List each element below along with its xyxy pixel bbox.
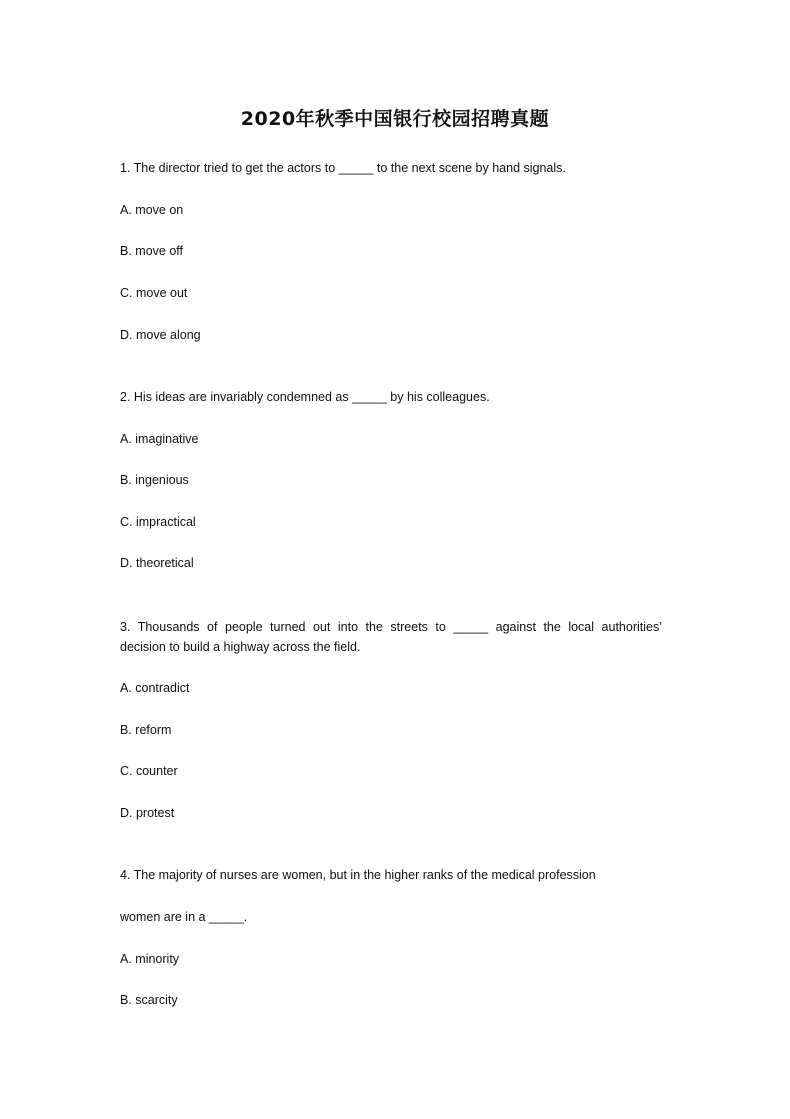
- question-1-option-b: B. move off: [120, 244, 183, 258]
- question-4-option-b: B. scarcity: [120, 993, 178, 1007]
- question-1-option-c: C. move out: [120, 286, 188, 300]
- question-1-option-d: D. move along: [120, 328, 201, 342]
- question-2-option-b: B. ingenious: [120, 473, 189, 487]
- question-1-stem: 1. The director tried to get the actors to _____ to the next scene by hand signals.: [120, 161, 566, 175]
- question-3-stem-line-2: decision to build a highway across the field.: [120, 640, 361, 654]
- question-3-option-d: D. protest: [120, 806, 175, 820]
- question-3-option-c: C. counter: [120, 764, 178, 778]
- question-4-stem-line-1: 4. The majority of nurses are women, but in the higher ranks of the medical profession: [120, 868, 596, 882]
- question-3-option-a: A. contradict: [120, 681, 190, 695]
- question-1-option-a: A. move on: [120, 203, 184, 217]
- question-2-stem: 2. His ideas are invariably condemned as _____ by his colleagues.: [120, 390, 490, 404]
- question-3-stem-line-1: 3. Thousands of people turned out into the streets to _____ against the local authorities’: [120, 620, 662, 634]
- question-3-option-b: B. reform: [120, 723, 172, 737]
- question-2-option-a: A. imaginative: [120, 432, 199, 446]
- question-4-stem-line-2: women are in a _____.: [120, 910, 248, 924]
- question-2-option-d: D. theoretical: [120, 556, 194, 570]
- question-2-option-c: C. impractical: [120, 515, 196, 529]
- page-title: 2020年秋季中国银行校园招聘真题: [240, 108, 550, 130]
- question-4-option-a: A. minority: [120, 952, 180, 966]
